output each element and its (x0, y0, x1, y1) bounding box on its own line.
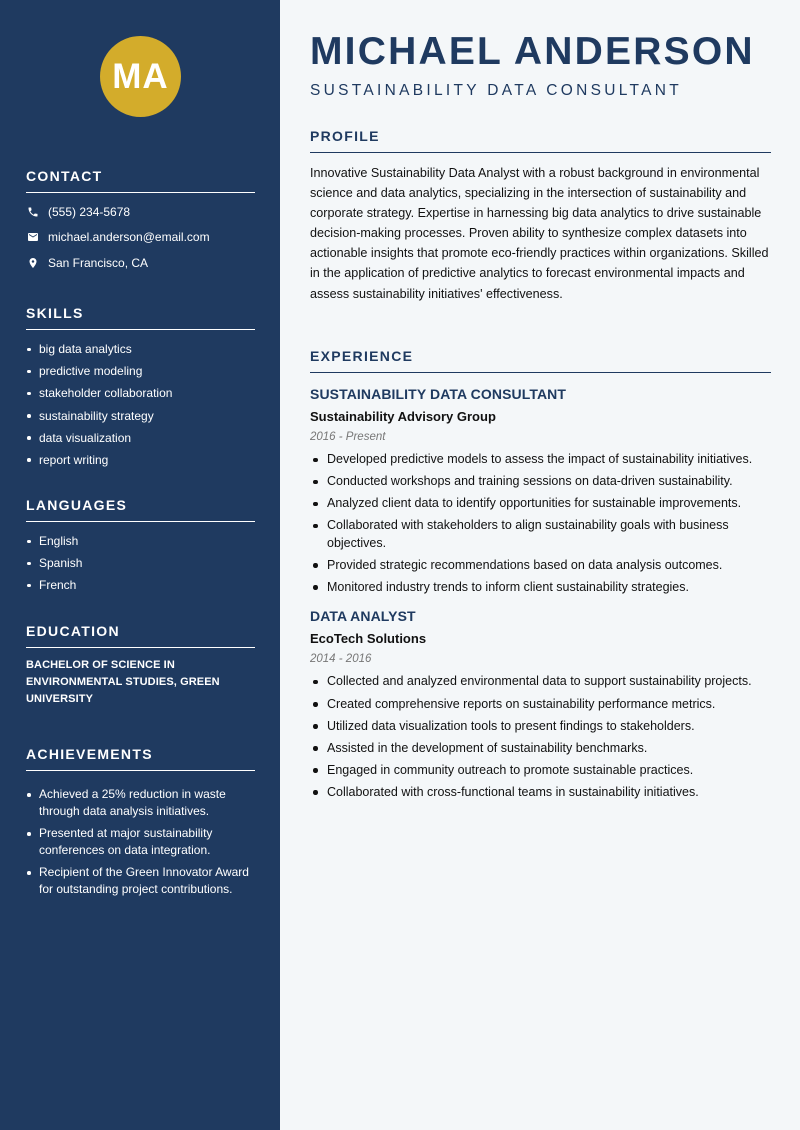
education-degree: BACHELOR OF SCIENCE IN ENVIRONMENTAL STUDIES, GREEN UNIVERSITY (26, 659, 220, 705)
avatar-initials: MA (112, 56, 169, 96)
list-item: Presented at major sustainability conferences on data integration. (26, 825, 255, 859)
list-item: data visualization (26, 430, 255, 446)
contact-location (26, 250, 255, 276)
skills-heading: SKILLS (26, 305, 255, 330)
job-bullets (310, 673, 771, 801)
contact-phone-text: (555) 234-5678 (48, 204, 131, 219)
profile-heading: PROFILE (310, 128, 771, 153)
list-item: Assisted in the development of sustainability benchmarks. (310, 740, 771, 758)
job-company: EcoTech Solutions (310, 631, 427, 647)
sidebar (0, 0, 280, 1130)
languages-list (26, 533, 255, 593)
list-item: Provided strategic recommendations based on data analysis outcomes. (310, 557, 771, 575)
achievements-list (26, 786, 255, 898)
education-heading: EDUCATION (26, 623, 255, 648)
list-item: Spanish (26, 555, 255, 571)
list-item: Created comprehensive reports on sustainability performance metrics. (310, 696, 771, 714)
list-item: report writing (26, 452, 255, 468)
job-dates: 2016 - Present (310, 431, 386, 443)
achievements-section (26, 746, 255, 903)
languages-heading: LANGUAGES (26, 497, 255, 522)
list-item: Collaborated with cross-functional teams in sustainability initiatives. (310, 784, 771, 802)
list-item: Recipient of the Green Innovator Award for outstanding project contributions. (26, 864, 255, 898)
avatar (100, 36, 181, 117)
list-item: Collected and analyzed environmental data to support sustainability projects. (310, 673, 771, 691)
job-company: Sustainability Advisory Group (310, 409, 496, 424)
list-item: stakeholder collaboration (26, 385, 255, 401)
profile-section (310, 128, 771, 304)
skills-list (26, 341, 255, 468)
list-item: predictive modeling (26, 363, 255, 379)
contact-section (26, 168, 255, 276)
contact-email (26, 225, 255, 251)
list-item: French (26, 577, 255, 593)
list-item: Analyzed client data to identify opportunities for sustainable improvements. (310, 495, 771, 513)
job-title: DATA ANALYST (310, 608, 416, 625)
list-item: Conducted workshops and training sessions on data-driven sustainability. (310, 473, 771, 491)
list-item: Developed predictive models to assess the impact of sustainability initiatives. (310, 451, 771, 469)
profile-text: Innovative Sustainability Data Analyst with a robust background in environmental science and data analytics, specializing in the intersection of sustainability and corporate strategy. Expertise in harnessing big data analytics to drive sustainable decision-making processes. Proven ability to synthesize complex datasets into actionable insights that promote eco-friendly practices within organizations. Skilled in the application of predictive analytics to forecast environmental impacts and assess sustainability initiatives' effectiveness. (310, 166, 769, 301)
main-content (280, 0, 800, 1130)
contact-location-text: San Francisco, CA (48, 255, 149, 270)
job-entry (310, 386, 771, 596)
list-item: English (26, 533, 255, 549)
list-item: big data analytics (26, 341, 255, 357)
experience-section (310, 348, 771, 806)
list-item: Achieved a 25% reduction in waste through data analysis initiatives. (26, 786, 255, 820)
list-item: Utilized data visualization tools to present findings to stakeholders. (310, 718, 771, 736)
job-entry (310, 608, 771, 801)
contact-email-text: michael.anderson@email.com (48, 230, 210, 245)
experience-heading: EXPERIENCE (310, 348, 771, 373)
mail-icon (26, 231, 39, 244)
contact-phone (26, 199, 255, 225)
list-item: Engaged in community outreach to promote sustainable practices. (310, 762, 771, 780)
job-bullets (310, 451, 771, 596)
location-pin-icon (26, 256, 39, 269)
job-title: SUSTAINABILITY DATA CONSULTANT (310, 386, 567, 402)
list-item: sustainability strategy (26, 408, 255, 424)
skills-section (26, 305, 255, 474)
list-item: Monitored industry trends to inform client sustainability strategies. (310, 579, 771, 597)
languages-section (26, 497, 255, 600)
list-item: Collaborated with stakeholders to align sustainability goals with business objectives. (310, 517, 771, 552)
contact-heading: CONTACT (26, 168, 255, 193)
achievements-heading: ACHIEVEMENTS (26, 746, 255, 771)
education-section (26, 623, 255, 708)
candidate-title: SUSTAINABILITY DATA CONSULTANT (310, 82, 683, 99)
candidate-name: MICHAEL ANDERSON (310, 30, 755, 73)
job-dates: 2014 - 2016 (310, 653, 372, 666)
phone-icon (26, 205, 39, 218)
